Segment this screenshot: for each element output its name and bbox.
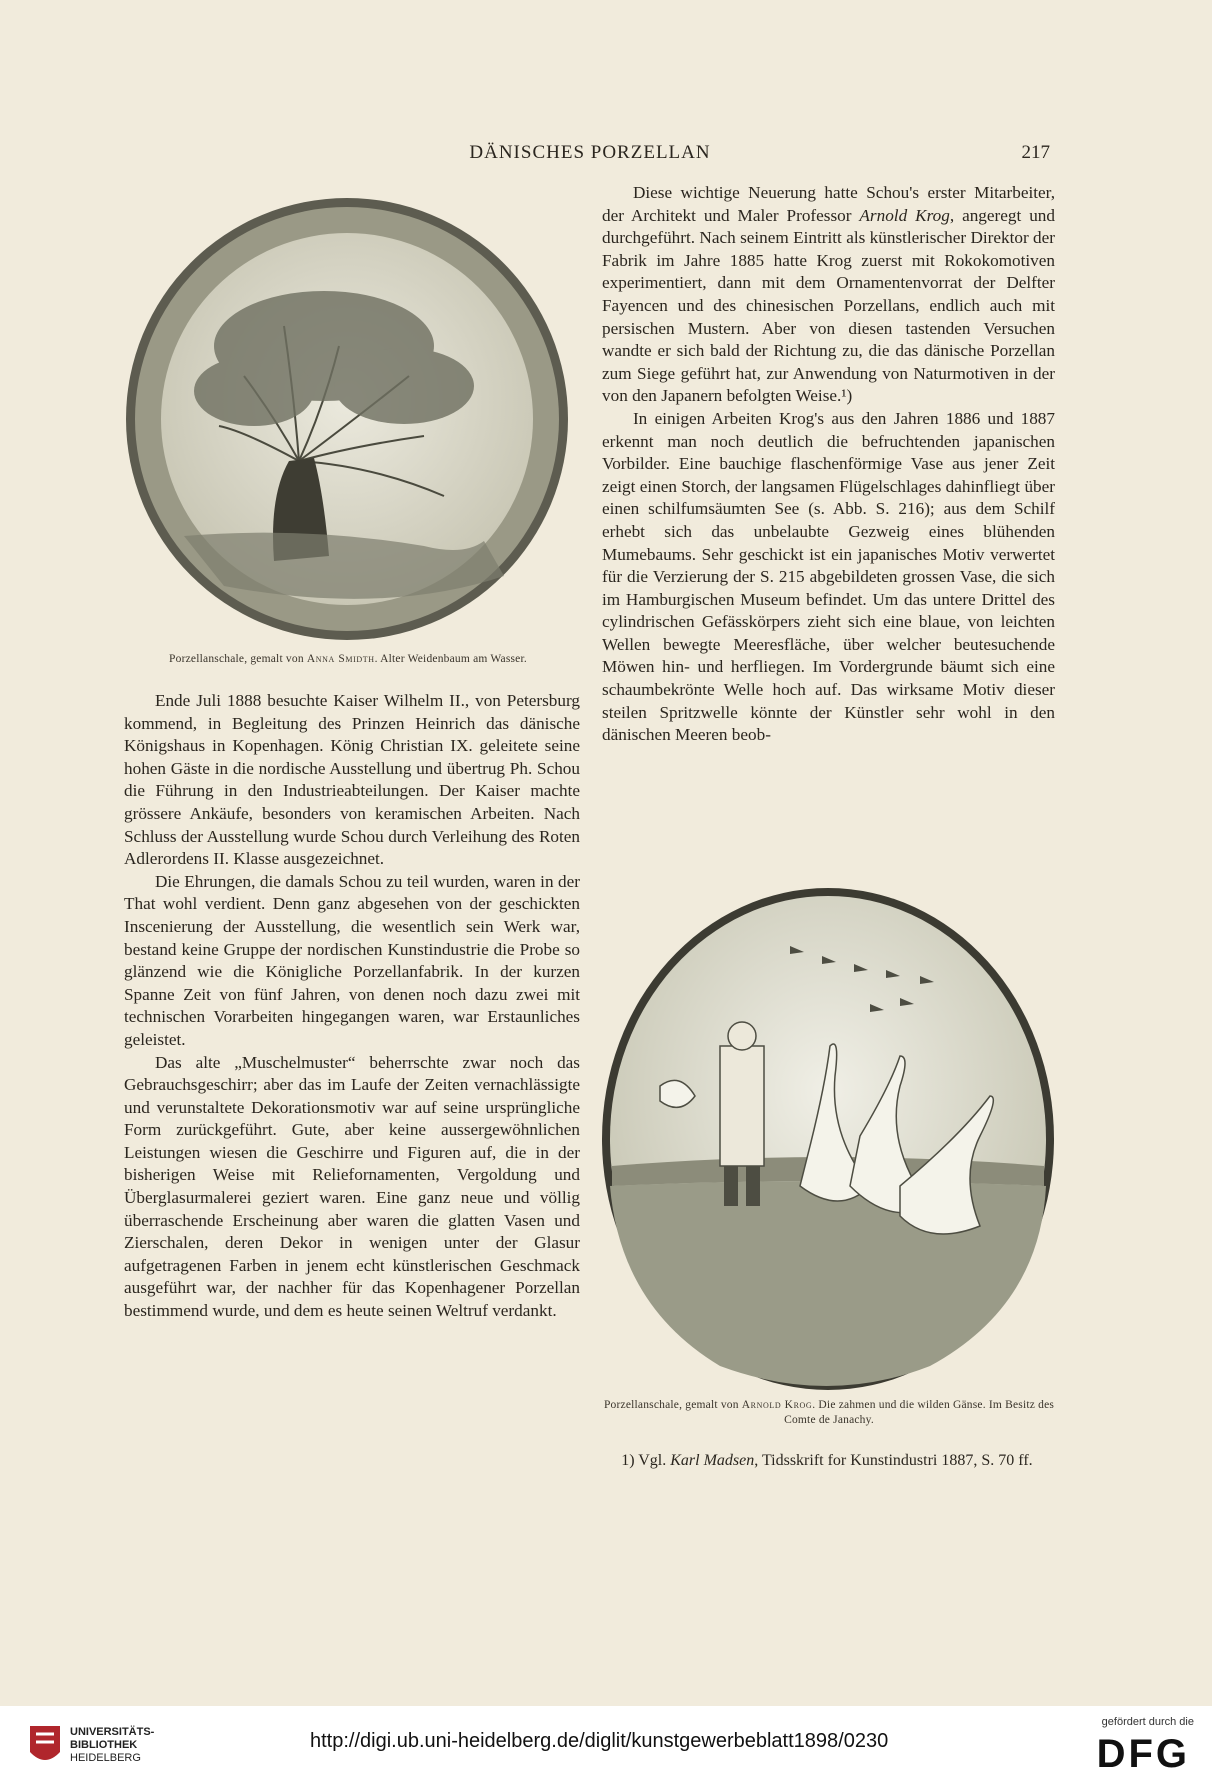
right-p1-a: Diese wichtige Neuerung hatte Schou's erster Mitarbeiter, der Architekt und Maler Professor <box>602 183 1055 225</box>
dfg-logo: DFG <box>1096 1732 1190 1776</box>
willow-plate-image <box>124 196 570 642</box>
right-paragraph-2: In einigen Arbeiten Krog's aus den Jahren 1886 und 1887 erkennt man noch deutlich die befruchtenden japanischen Vorbilder. Eine bauchige flaschenförmige Vase aus jener Zeit zeigt einen Storch, der langsamen Flügelschlages dahinfliegt über einen schilfumsäumten See (s. Abb. S. 216); aus dem Schilf erhebt sich das unbelaubte Gezweig eines blühenden Mumebaums. Sehr geschickt ist ein japanisches Motiv verwertet für die Verzierung der S. 215 abgebildeten grossen Vase, die sich im Hamburgischen Museum befindet. Um das untere Drittel des cylindrischen Gefässkörpers zieht sich eine blaue, von leichten Wellen bewegte Meeresfläche, über welcher beutesuchende Möwen hin- und herfliegen. Im Vordergrunde bäumt sich eine schaumbekrönte Welle hoch auf. Das wirksame Motiv dieser steilen Spritzwelle könnte der Künstler sehr wohl in den dänischen Meeren beob- <box>602 408 1055 745</box>
plate2-artist: Arnold Krog <box>741 1399 813 1411</box>
digitization-footer <box>0 1706 1212 1787</box>
geese-plate-illustration <box>600 886 1056 1392</box>
running-header <box>120 142 1060 168</box>
left-paragraph-1: Ende Juli 1888 besuchte Kaiser Wilhelm II., von Petersburg kommend, in Begleitung des Prinzen Heinrich das dänische Königshaus in Kopenhagen. König Christian IX. geleitete seine hohen Gäste in die nordische Ausstellung und übertrug Ph. Schou die Führung in den Industrieabteilungen. Der Kaiser machte grössere Ankäufe, besonders von keramischen Arbeiten. Nach Schluss der Ausstellung wurde Schou durch Verleihung des Roten Adlerordens II. Klasse ausgezeichnet. <box>124 691 580 869</box>
left-paragraph-2: Die Ehrungen, die damals Schou zu teil wurden, waren in der That wohl verdient. Denn ganz abgesehen von der geschickten Inscenierung der Ausstellung, die wesentlich sein Werk war, bestand keine Gruppe der nordischen Kunstindustrie die Probe so glänzend wie die Königliche Porzellanfabrik. In der kurzen Spanne Zeit von fünf Jahren, von denen noch dazu zwei mit technischen Vorarbeiten hingegangen waren, war Erstaunliches geleistet. <box>124 871 580 1049</box>
plate2-caption <box>600 1398 1058 1428</box>
left-paragraph-3: Das alte „Muschelmuster“ beherrschte zwar noch das Gebrauchsgeschirr; aber das im Laufe der Zeiten vernachlässigte und verunstaltete Dekorationsmotiv war auf seine ursprüngliche Form zurückgeführt. Gute, aber keine aussergewöhnlichen Leistungen wiesen die Geschirre und Figuren auf, die in der bisherigen Weise mit Reliefornamenten, Vergoldung und Überglasurmalerei geziert waren. Eine ganz neue und völlig überraschende Erscheinung aber waren die glatten Vasen und Zierschalen, deren Dekor in wenigen unter der Glasur aufgetragenen Farben in jenem echt künstlerischen Geschmack ausgeführt war, der nachher für das Kopenhagener Porzellan bestimmend wurde, und dem es heute seinen Weltruf verdankt. <box>124 1052 580 1321</box>
geese-plate-image <box>600 886 1056 1392</box>
plate2-caption-pre: Porzellanschale, gemalt von <box>603 1399 742 1411</box>
institution-line-2: BIBLIOTHEK <box>70 1739 138 1751</box>
plate1-caption <box>118 652 578 667</box>
plate1-caption-pre: Porzellanschale, gemalt von <box>169 653 307 665</box>
footnote-post: , Tidsskrift for Kunstindustri 1887, S. 70 ff. <box>754 1452 1033 1469</box>
running-title: DÄNISCHES PORZELLAN <box>469 142 711 163</box>
university-seal-icon <box>28 1724 62 1768</box>
left-column <box>124 690 580 1323</box>
footnote-pre: 1) Vgl. <box>621 1452 671 1469</box>
footnote <box>602 1450 1055 1471</box>
right-column <box>602 182 1055 747</box>
right-paragraph-1 <box>602 182 1055 408</box>
university-library-name <box>70 1726 154 1765</box>
footnote-text <box>602 1450 1055 1471</box>
plate1-artist: Anna Smidth <box>306 653 375 665</box>
page-number: 217 <box>1021 142 1050 163</box>
funding-note: gefördert durch die <box>1101 1716 1194 1728</box>
plate2-caption-post: . Die zahmen und die wilden Gänse. Im Besitz des Comte de Janachy. <box>784 1399 1055 1426</box>
source-url-link[interactable]: http://digi.ub.uni-heidelberg.de/diglit/kunstgewerbeblatt1898/0230 <box>310 1730 889 1752</box>
institution-line-3: HEIDELBERG <box>70 1752 141 1764</box>
right-p1-name: Arnold Krog <box>859 205 950 225</box>
institution-line-1: UNIVERSITÄTS- <box>70 1726 155 1738</box>
plate1-caption-post: . Alter Weidenbaum am Wasser. <box>374 653 527 665</box>
willow-plate-illustration <box>124 196 570 642</box>
right-p1-b: , angeregt und durchgeführt. Nach seinem Eintritt als künstlerischer Direktor der Fabrik im Jahre 1885 hatte Krog zuerst mit Rokokomotiven experimentiert, dann mit dem Ornamentenvorrat der Delfter Fayencen und des chinesischen Porzellans, endlich auch mit persischen Mustern. Aber von diesen tastenden Versuchen wandte er sich bald der Richtung zu, die das dänische Porzellan zum Siege geführt hat, zur Anwendung von Naturmotiven in der von den Japanern befolgten Weise.¹) <box>602 205 1055 406</box>
footnote-name: Karl Madsen <box>670 1452 755 1469</box>
